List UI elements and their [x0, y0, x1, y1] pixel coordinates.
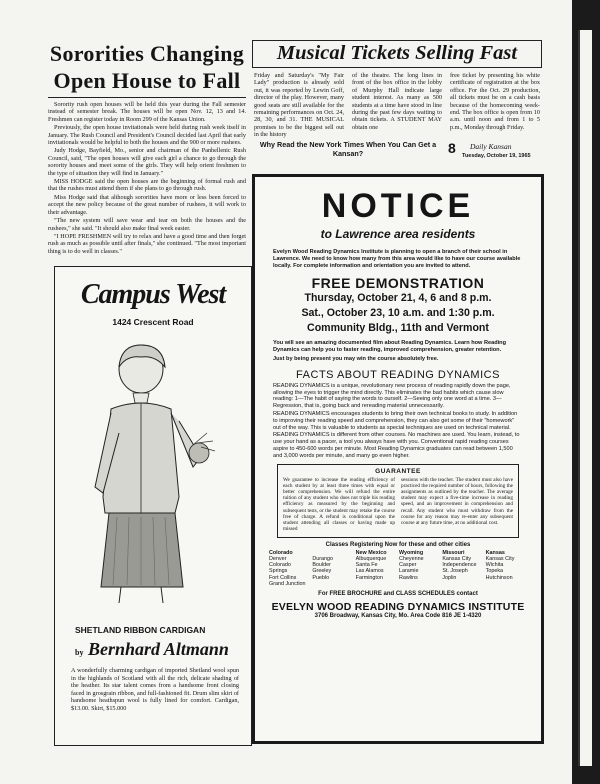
musical-col-1: Friday and Saturday's "My Fair Lady" production is already sold out, it was reported by Lewin Goff, director of the play. However, many good seats are still available for the remaining performances on Oct. 24, 28, 30, and 31. THE MUSICAL promises to be the biggest sell out in the history: [254, 72, 344, 139]
event-saturday: Sat., October 23, 10 a.m. and 1:30 p.m.: [301, 307, 495, 320]
institute-address: 3706 Broadway, Kansas City, Mo. Area Code 816 JE 1-4320: [314, 613, 482, 620]
story-paragraph: "I HOPE FRESHMEN will try to relax and have a good time and then forget rush as much as possible until after finals," she continued. "The most important thing is to do well in classes.": [48, 232, 246, 255]
city-column: Durango Boulder Greeley Pueblo: [312, 555, 334, 581]
sororities-headline: Sororities Changing Open House to Fall: [49, 41, 245, 93]
story-paragraph: Judy Hodge, Bayfield, Mo., senior and chairman of the Panhellenic Rush Council, said, "The open houses will give each girl a chance to go through the sorority houses and meet some of the girls. They will help orient freshmen to the type of situation they will find in January.": [48, 147, 246, 177]
story-paragraph: Sorority rush open houses will be held this year during the Fall semester instead of semester break. The houses will be open Nov. 12, 13 and 14. Freshmen can register today in Room 299 of the Kansas Union.: [48, 101, 246, 123]
sororities-body: [48, 101, 246, 255]
campus-west-logo: Campus West: [80, 279, 226, 310]
notice-subtitle: to Lawrence area residents: [320, 227, 476, 241]
musical-headline: Musical Tickets Selling Fast: [252, 40, 542, 68]
free-course-text: Just by being present you may win the course absolutely free.: [273, 355, 439, 362]
story-paragraph: Miss Hodge said that although sororities have more or less been forced to accept the new policy because of the great number of rushees, it will work to their advantage.: [48, 193, 246, 216]
cities-list: [269, 550, 527, 588]
story-paragraph: Previously, the open house invitationals were held during rush week itself in January. The Rush Council and President's Council decided last April that early invitationals would be helpful to both the houses and the 900 or more rushees.: [48, 124, 246, 147]
product-name: SHETLAND RIBBON CARDIGAN: [75, 625, 206, 635]
kansan-promo: Why Read the New York Times When You Can Get a Kansan?: [259, 140, 437, 158]
city-column: New Mexico Albuquerque Santa Fe Las Alamos Farmington: [355, 549, 387, 581]
facts-heading: FACTS ABOUT READING DYNAMICS: [296, 368, 500, 381]
story-paragraph: MISS HODGE said the open houses are the beginning of formal rush and that the rushes must attend them if she plans to go through rush.: [48, 178, 246, 193]
city-column: Kansas Kansas City Wichita Topeka Hutchinson: [485, 549, 515, 581]
sororities-story: [48, 40, 246, 256]
city-column: Missouri Kansas City Independence St. Joseph Joplin: [442, 549, 477, 581]
brochure-line: For FREE BROCHURE and CLASS SCHEDULES contact: [318, 591, 478, 598]
ad-address: 1424 Crescent Road: [112, 317, 194, 327]
brand-row: [75, 639, 245, 660]
masthead: Daily Kansan: [470, 142, 512, 151]
musical-col-2: of the theatre. The long lines in front of the box office in the lobby of Murphy Hall indicate large student interest. As many as 500 students at a time have stood in line during the past few days waiting to obtain tickets. A STUDENT MAY obtain one: [352, 72, 442, 131]
guarantee-title: GUARANTEE: [375, 467, 421, 475]
guarantee-col-2: sessions with the teacher. The student must also have practiced the required number of hours, following the assignments as outlined by the teacher. The average student may expect a five-time increase in reading speed, and an improvement in comprehension and recall. Any student who must withdraw from the course for any reason may re-enter any subsequent course at any future time, at no additional cost.: [401, 476, 513, 526]
city-column: Wyoming Cheyenne Casper Laramie Rawlins: [398, 549, 424, 581]
notice-title: NOTICE: [321, 187, 475, 225]
film-text: You will see an amazing documented film about Reading Dynamics. Learn how Reading Dynamics can help you to faster reading, improved comprehension, greater retention.: [273, 340, 507, 354]
brand-by: by: [75, 648, 84, 657]
institute-name: EVELYN WOOD READING DYNAMICS INSTITUTE: [271, 601, 525, 614]
page-edge-strip: [572, 0, 600, 784]
fact-2: READING DYNAMICS encourages students to bring their own technical books to study. In addition to improving their reading speed and comprehension, they can also get some of their "homework" out of the way. This is valuable to students as special techniques are used on technical material.: [273, 410, 518, 431]
event-thursday: Thursday, October 21, 4, 6 and 8 p.m.: [304, 292, 492, 305]
brand-name: Bernhard Altmann: [87, 639, 229, 659]
page-number: 8: [448, 140, 456, 156]
guarantee-box: [277, 464, 519, 538]
reading-dynamics-notice: [252, 174, 544, 744]
cardigan-model-illustration: [75, 337, 235, 607]
dateline: Tuesday, October 19, 1965: [462, 153, 531, 159]
guarantee-col-1: We guarantee to increase the reading efficiency of each student by at least three times with equal or better comprehension. We will refund the entire tuition of any student who does not triple his reading efficiency as measured by the beginning and subsequent tests, or the student may retake the course free of charge. A refund is conditional upon the student attending all classes or having made up missed: [283, 476, 395, 533]
ad-copy: A wonderfully charming cardigan of imported Shetland wool spun in the highlands of Scotland with all the rich, delicate shading of the heather. Its star talent comes from a handsome front closing faced in grosgrain ribbon, and full-fashioned fit. Drum slim skirt of handsome heathspun wool is fully lined for comfort. Cardigan, $13.00. Skirt, $15.000: [71, 667, 239, 712]
cities-heading: Classes Registering Now for these and other cities: [325, 541, 471, 548]
story-paragraph: "The new system will save wear and tear on both the houses and the rushees," she said. "It should also make final week easier.: [48, 217, 246, 232]
fact-3: READING DYNAMICS is different from other courses. No machines are used. You learn, instead, to use your hand as a pacer, a tool you always have with you. Conventional rapid reading courses aspire to 450-600 words per minute. Most Reading Dynamics graduates can read between 1,500 and 3,000 words per minute, and many go even higher.: [273, 432, 520, 459]
campus-west-ad: [54, 266, 252, 746]
musical-col-3: free ticket by presenting his white certificate of registration at the box office. For the Oct. 29 production, all tickets must be on a cash basis because of the homecoming week-end. The box office is open from 10 a.m. until noon and from 1 to 5 p.m., Monday through Friday.: [450, 72, 540, 131]
city-column: Colorado Denver Colorado Springs Fort Collins Grand Junction: [269, 549, 306, 588]
fact-1: READING DYNAMICS is a unique, revolutionary new process of reading rapidly down the page, allowing the eyes to trigger the mind directly. This eliminates the bad habits which cause slow reading: 1—The habit of saying the words to ourself. 2—Seeing only one word at a time. 3—Regression, that is, going back and rereading material unnecessarily.: [273, 382, 511, 410]
event-venue: Community Bldg., 11th and Vermont: [307, 322, 489, 335]
demo-heading: FREE DEMONSTRATION: [311, 275, 485, 292]
notice-intro: Evelyn Wood Reading Dynamics Institute is planning to open a branch of their school in Lawrence. We need to know how many from this area would like to have our course available locally. For complete information and orientation you are invited to attend.: [273, 249, 521, 269]
